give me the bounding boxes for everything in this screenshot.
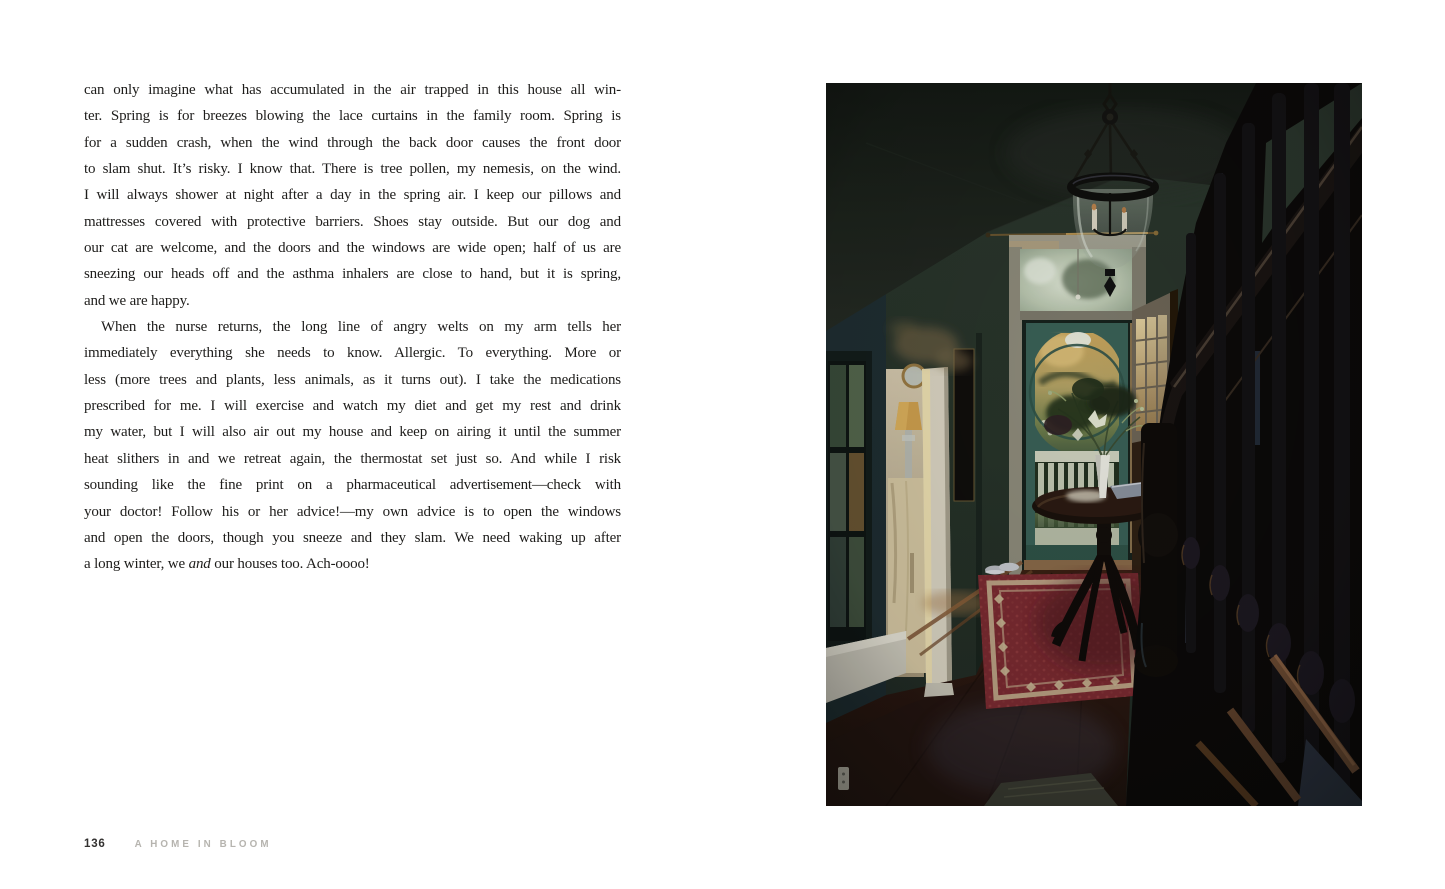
text-line: immediately everything she needs to know. Allergic. To everything. More or	[84, 345, 621, 362]
text-line: and we are happy.	[84, 292, 190, 309]
hallway-photo-art	[826, 83, 1362, 806]
text-line: less (more trees and plants, less animals, as it turns out). I take the medications	[84, 371, 621, 388]
body-text	[84, 77, 621, 578]
hallway-photo	[826, 83, 1362, 806]
text-line: I will always shower at night after a day in the spring air. I keep our pillows and	[84, 187, 621, 204]
text-line: can only imagine what has accumulated in the air trapped in this house all win-	[84, 82, 621, 98]
text-line: sounding like the fine print on a pharmaceutical advertisement—check with	[84, 477, 621, 494]
text-line: your doctor! Follow his or her advice!—my own advice is to open the windows	[84, 503, 621, 520]
text-line: to slam shut. It’s risky. I know that. There is tree pollen, my nemesis, on the wind.	[84, 161, 621, 178]
text-line: sneezing our heads off and the asthma inhalers are close to hand, but it is spring,	[84, 266, 621, 283]
text-line: for a sudden crash, when the wind through the back door causes the front door	[84, 134, 621, 151]
page-footer	[84, 838, 272, 850]
text-line: and open the doors, though you sneeze and they slam. We need waking up after	[84, 529, 621, 546]
running-title: A HOME IN BLOOM	[134, 839, 272, 850]
text-line: prescribed for me. I will exercise and watch my diet and get my rest and drink	[84, 398, 621, 415]
text-line: my water, but I will also air out my house and keep on airing it until the summer	[84, 424, 621, 441]
text-line	[84, 551, 621, 577]
text-line: When the nurse returns, the long line of angry welts on my arm tells her	[101, 319, 621, 336]
page-number: 136	[84, 838, 106, 850]
text-line: ter. Spring is for breezes blowing the lace curtains in the family room. Spring is	[84, 108, 621, 125]
italic-text: and	[188, 556, 211, 573]
text-line: mattresses covered with protective barriers. Shoes stay outside. But our dog and	[84, 213, 621, 230]
text-line: heat slithers in and we retreat again, the thermostat set just so. And while I risk	[84, 450, 621, 467]
text-segment: our houses too. Ach-oooo!	[210, 556, 370, 573]
text-segment: a long winter, we	[84, 556, 189, 573]
text-line: our cat are welcome, and the doors and the windows are wide open; half of us are	[84, 240, 621, 257]
